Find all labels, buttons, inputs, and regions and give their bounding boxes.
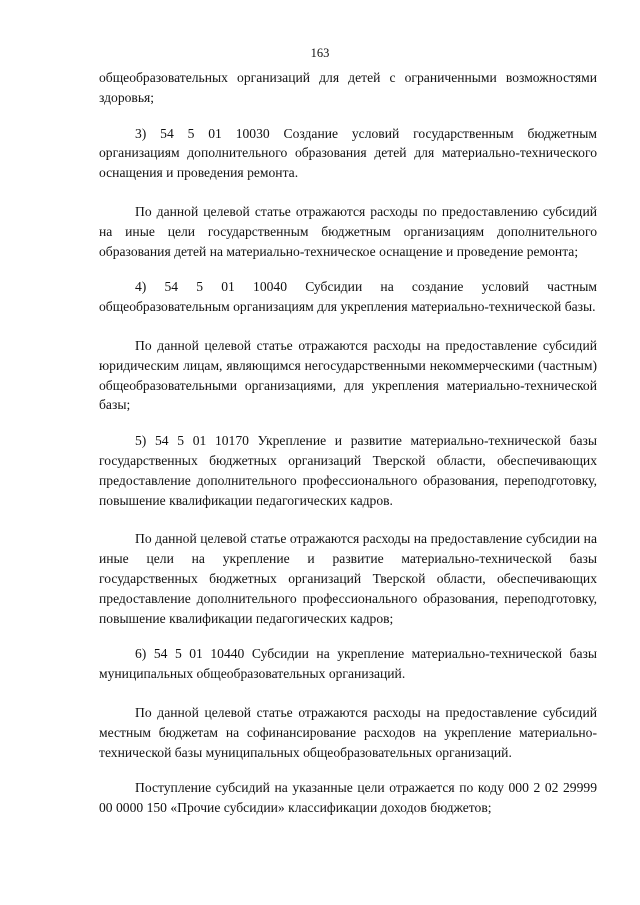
paragraph-item-5: 5) 54 5 01 10170 Укрепление и развитие материально-технической базы государственных бюджетных организаций Тверской области, обеспечивающих предоставление дополнительного профессионального образования, переподготовку, повышение квалификации педагогических кадров. [99, 433, 597, 508]
page-number: 163 [310, 46, 330, 60]
paragraph-income-code: Поступление субсидий на указанные цели отражается по коду 000 2 02 29999 00 0000 150 «Прочие субсидии» классификации доходов бюджетов; [99, 780, 597, 816]
paragraph-description-4: По данной целевой статье отражаются расходы на предоставление субсидий юридическим лицам, являющимся негосударственными некоммерческими (частным) общеобразовательными организациями, для укрепления материально-технической базы; [99, 337, 597, 413]
paragraph-item-3: 3) 54 5 01 10030 Создание условий государственным бюджетным организациям дополнительного образования детей для материально-технического оснащения и проведения ремонта. [99, 125, 597, 181]
paragraph-continuation: общеобразовательных организаций для детей с ограниченными возможностями здоровья; [99, 70, 597, 105]
paragraph-description-3: По данной целевой статье отражаются расходы по предоставлению субсидий на иные цели государственным бюджетным организациям дополнительного образования детей на материально-техническое оснащение и проведение ремонта; [99, 203, 597, 259]
paragraph-item-4: 4) 54 5 01 10040 Субсидии на создание условий частным общеобразовательным организациям для укрепления материально-технической базы. [99, 279, 597, 315]
paragraph-description-5: По данной целевой статье отражаются расходы на предоставление субсидии на иные цели на укрепление и развитие материально-технической базы государственных бюджетных организаций Тверской области, обеспечивающих предоставление дополнительного профессионального образования, переподготовку, повышение квалификации педагогических кадров; [99, 531, 597, 626]
paragraph-item-6: 6) 54 5 01 10440 Субсидии на укрепление материально-технической базы муниципальных общеобразовательных организаций. [99, 646, 597, 682]
document-body [99, 68, 597, 818]
paragraph-description-6: По данной целевой статье отражаются расходы на предоставление субсидий местным бюджетам на софинансирование расходов на укрепление материально-технической базы муниципальных общеобразовательных организаций. [99, 704, 597, 760]
